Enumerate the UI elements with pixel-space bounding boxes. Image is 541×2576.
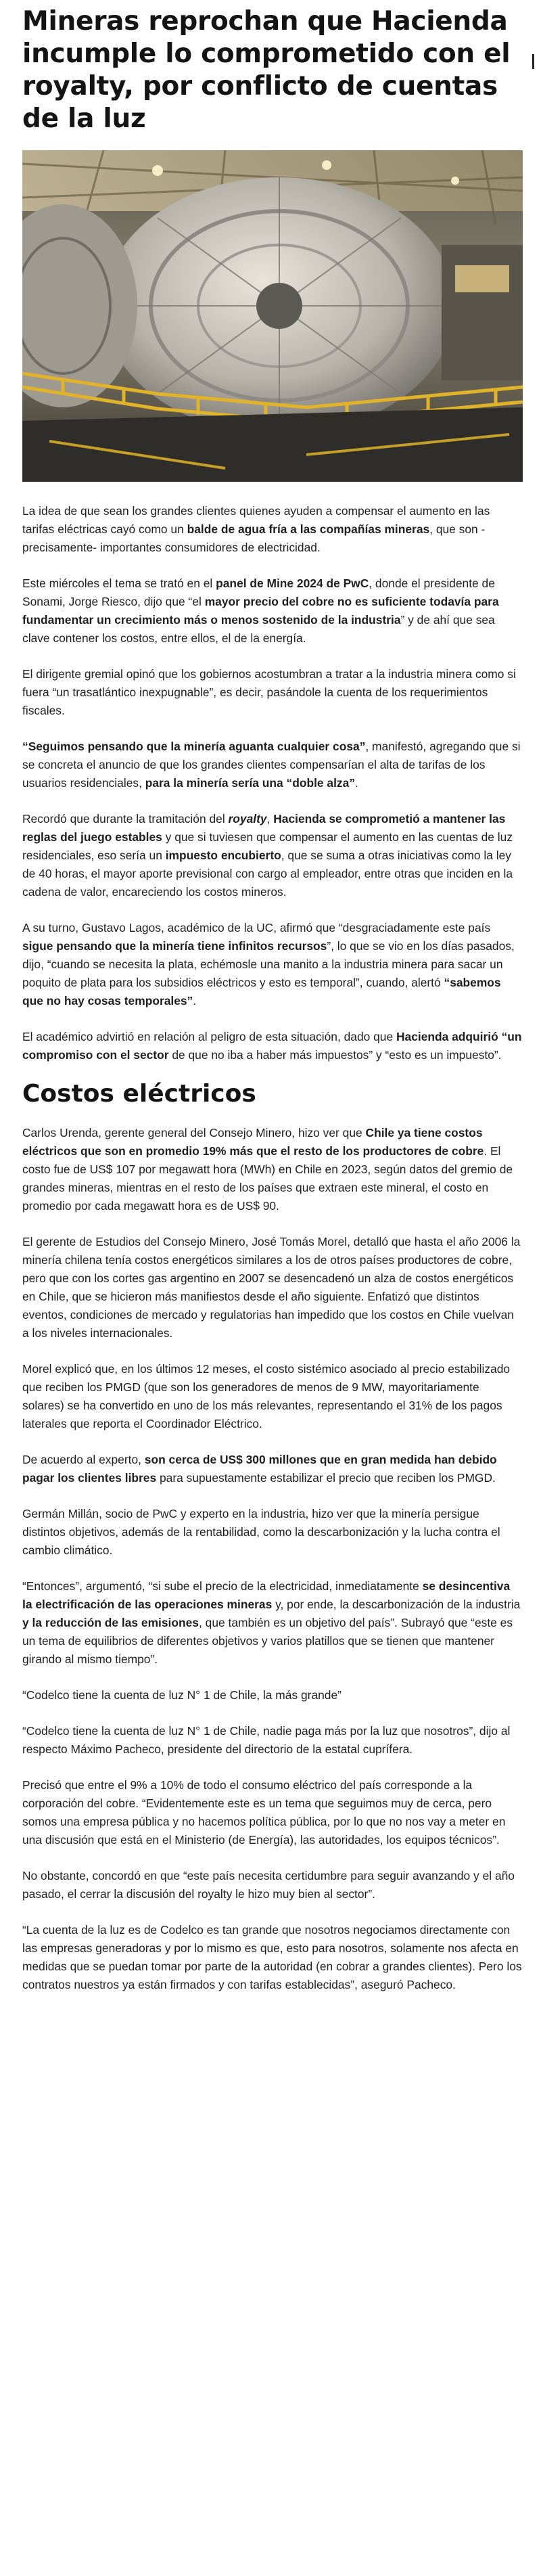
paragraph-text: .	[355, 776, 358, 790]
article-paragraph	[22, 810, 523, 901]
article-title: Mineras reprochan que Hacienda incumple lo comprometido con el royalty, por conflicto de cuentas de la luz	[22, 6, 511, 134]
article-paragraph	[22, 574, 523, 648]
paragraph-text: Morel explicó que, en los últimos 12 meses, el costo sistémico asociado al precio estabilizado que reciben los PMGD (que son los generadores de menos de 9 MW, mayoritariamente solares) se ha convertido en uno de los más relevantes, representando el 31% de los pagos laterales que reporta el Coordinador Eléctrico.	[22, 1362, 511, 1430]
paragraph-text: , que son -precisamente- importantes consumidores de electricidad.	[22, 522, 486, 554]
article-paragraph	[22, 1028, 523, 1064]
paragraph-text: El gerente de Estudios del Consejo Minero, José Tomás Morel, detalló que hasta el año 2006 la minería chilena tenía costos energéticos similares a los de otros países productores de cobre, pero que con los cortes gas argentino en 2007 se desencadenó un alza de costos energéticos en Chile, que se hicieron más manifiestos desde el año siguiente. Enfatizó que distintos eventos, condiciones de mercado y regulatorias han impedido que los costos en Chile vuelvan a los niveles internacionales.	[22, 1235, 521, 1340]
bold-text: “sabemos que no hay cosas temporales”	[22, 976, 501, 1008]
paragraph-text: El académico advirtió en relación al peligro de esta situación, dado que	[22, 1030, 396, 1043]
bold-text: “Seguimos pensando que la minería aguanta cualquier cosa”	[22, 740, 366, 753]
paragraph-text: “Codelco tiene la cuenta de luz N° 1 de Chile, nadie paga más por la luz que nosotros”, dijo al respecto Máximo Pacheco, presidente del directorio de la estatal cuprífera.	[22, 1724, 511, 1756]
paragraph-text: Germán Millán, socio de PwC y experto en la industria, hizo ver que la minería persigue distintos objetivos, además de la rentabilidad, como la descarbonización y la lucha contra el cambio climático.	[22, 1507, 500, 1557]
article-paragraph	[22, 1505, 523, 1560]
article-paragraph	[22, 665, 523, 720]
paragraph-text: El dirigente gremial opinó que los gobiernos acostumbran a tratar a la industria minera como si fuera “un trasatlántico inexpugnable”, es decir, pasándole la cuenta de los requerimientos fiscales.	[22, 667, 516, 717]
paragraph-text: Carlos Urenda, gerente general del Consejo Minero, hizo ver que	[22, 1126, 366, 1139]
paragraph-text: Recordó que durante la tramitación del	[22, 812, 229, 826]
paragraph-text: , que también es un objetivo del país”. Subrayó que “este es un tema de equilibrios de diferentes objetivos y varios platillos que se tienen que mantener girando al mismo tiempo”.	[22, 1616, 513, 1666]
bold-text: panel de Mine 2024 de PwC	[216, 577, 369, 590]
article	[22, 0, 523, 2012]
bold-text: Hacienda adquirió “un compromiso con el sector	[22, 1030, 522, 1062]
section-heading: Costos eléctricos	[22, 1080, 256, 1108]
emphasis-text: royalty	[228, 812, 267, 826]
paragraph-text: de que no iba a haber más impuestos” y “esto es un impuesto”.	[168, 1048, 502, 1062]
paragraph-text: La idea de que sean los grandes clientes quienes ayuden a compensar el aumento en las tarifas eléctricas cayó como un	[22, 504, 490, 536]
bold-text: Chile ya tiene costos eléctricos que son en promedio 19% más que el resto de los productores de cobre	[22, 1126, 484, 1158]
article-paragraph	[22, 919, 523, 1010]
paragraph-text: No obstante, concordó en que “este país necesita certidumbre para seguir avanzando y el año pasado, el cerrar la discusión del royalty le hizo muy bien al sector”.	[22, 1869, 515, 1901]
bold-text: para la minería sería una “doble alza”	[145, 776, 355, 790]
bold-text: impuesto encubierto	[165, 849, 281, 862]
paragraph-text: y que si tuviesen que compensar el aumento en las cuentas de luz residenciales, eso sería un	[22, 830, 513, 862]
paragraph-text: ” y de ahí que sea clave contener los costos, entre ellos, el de la energía.	[22, 613, 495, 645]
paragraph-text: , donde el presidente de Sonami, Jorge Riesco, dijo que “el	[22, 577, 495, 608]
bold-text: mayor precio del cobre no es suficiente todavía para fundamentar un crecimiento más o menos sostenido de la industria	[22, 595, 499, 627]
paragraph-text: “Entonces”, argumentó, “si sube el precio de la electricidad, inmediatamente	[22, 1579, 423, 1593]
bold-text: sigue pensando que la minería tiene infinitos recursos	[22, 939, 327, 953]
paragraph-text: . El costo fue de US$ 107 por megawatt hora (MWh) en Chile en 2023, según datos del gremio de grandes mineras, mientras en el resto de los países que extraen este mineral, el costo en promedio por cada megawatt hora es de US$ 90.	[22, 1144, 513, 1213]
article-hero-image	[22, 150, 523, 482]
paragraph-text: y, por ende, la descarbonización de la industria	[272, 1598, 521, 1611]
paragraph-text: para supuestamente estabilizar el precio que reciben los PMGD.	[156, 1471, 496, 1485]
paragraph-text: , que se suma a otras iniciativas como la ley de 40 horas, el mayor aporte previsional con cargo al empleador, entre otras que inciden en la cadena de valor, encareciendo los costos mineros.	[22, 849, 513, 899]
bold-text: se desincentiva la electrificación de las operaciones mineras	[22, 1579, 511, 1611]
bold-text: Hacienda se comprometió a mantener las reglas del juego estables	[22, 812, 506, 844]
paragraph-text: ”, lo que se vio en los días pasados, dijo, “cuando se necesita la plata, echémosle una manito a la industria minera para sacar un poquito de plata para los subsidios eléctricos y esto es temporal”, cuando, alertó	[22, 939, 515, 989]
paragraph-text: , manifestó, agregando que si se concreta el anuncio de que los grandes clientes compensarían el alta de tarifas de los usuarios residenciales,	[22, 740, 521, 790]
bold-text: balde de agua fría a las compañías mineras	[187, 522, 430, 536]
article-body-continued	[22, 1124, 523, 1994]
article-paragraph	[22, 738, 523, 792]
bold-text	[229, 812, 267, 826]
paragraph-text: Precisó que entre el 9% a 10% de todo el consumo eléctrico del país corresponde a la corporación del cobre. “Evidentemente este es un tema que seguimos muy de cerca, pero somos una empresa pública y no hacemos política pública, por lo que no nos vay a meter en una discusión que está en el Ministerio (de Energía), las autoridades, los equipos técnicos”.	[22, 1778, 506, 1847]
article-paragraph	[22, 1577, 523, 1669]
article-paragraph	[22, 502, 523, 557]
paragraph-text: “Codelco tiene la cuenta de luz N° 1 de Chile, la más grande”	[22, 1688, 342, 1702]
edge-scroll-mark	[532, 54, 538, 69]
paragraph-text: Este miércoles el tema se trató en el	[22, 577, 216, 590]
paragraph-text: De acuerdo al experto,	[22, 1453, 145, 1466]
paragraph-text: ,	[266, 812, 274, 826]
article-paragraph	[22, 1124, 523, 1215]
article-body	[22, 502, 523, 1064]
paragraph-text: “La cuenta de la luz es de Codelco es tan grande que nosotros negociamos directamente con las empresas generadoras y por lo mismo es que, esto para nosotros, solamente nos afecta en medidas que se puedan tomar por parte de la autoridad (en cobrar a grandes clientes). Pero los contratos nuestros ya están firmados y con tarifas establecidas”, aseguró Pacheco.	[22, 1923, 522, 1991]
bold-text: y la reducción de las emisiones	[22, 1616, 199, 1629]
article-paragraph	[22, 1451, 523, 1487]
paragraph-text: .	[193, 994, 197, 1008]
bold-text: son cerca de US$ 300 millones que en gran medida han debido pagar los clientes libres	[22, 1453, 497, 1485]
article-paragraph	[22, 1233, 523, 1342]
article-paragraph	[22, 1722, 523, 1759]
article-paragraph	[22, 1776, 523, 1849]
article-paragraph	[22, 1360, 523, 1433]
article-paragraph	[22, 1686, 523, 1704]
article-paragraph	[22, 1921, 523, 1994]
article-paragraph	[22, 1867, 523, 1903]
paragraph-text: A su turno, Gustavo Lagos, académico de la UC, afirmó que “desgraciadamente este país	[22, 921, 491, 934]
